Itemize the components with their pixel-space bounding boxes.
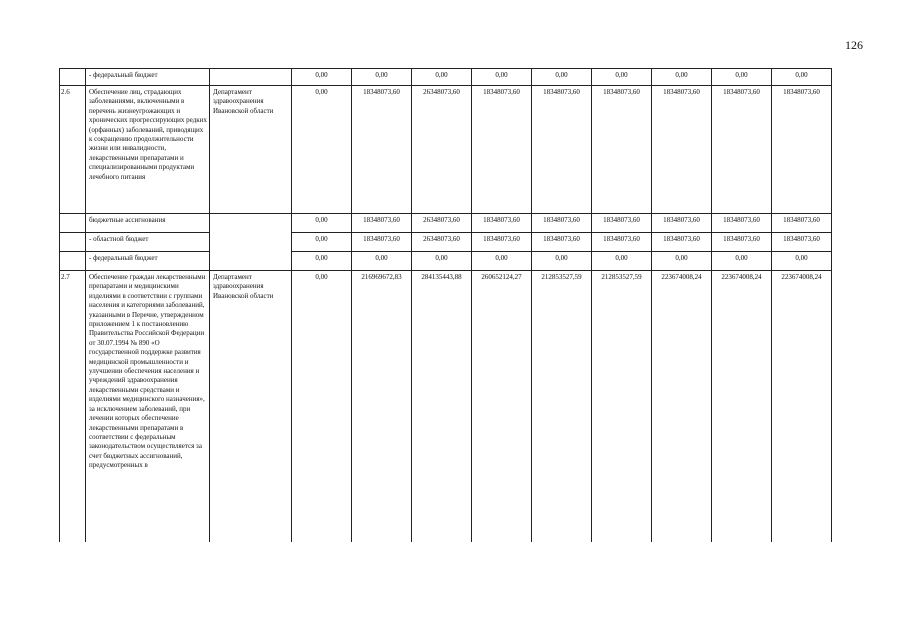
value-cell: 18348073,60	[712, 214, 772, 233]
value-cell: 26348073,60	[412, 86, 472, 214]
table-row	[60, 252, 832, 271]
value-cell: 18348073,60	[592, 233, 652, 252]
value-cell: 26348073,60	[412, 233, 472, 252]
row-name: Обеспечение лиц, страдающих заболеваниями, включенными в перечень жизнеугрожающих и хронических прогрессирующих редких (орфанных) заболеваний, приводящих к сокращению продолжительности жизни или инвалидности, лекарственными препаратами и специализированными продуктами лечебного питания	[86, 86, 210, 214]
row-name: - федеральный бюджет	[86, 69, 210, 86]
page-number: 126	[845, 38, 863, 52]
row-name: бюджетные ассигнования	[86, 214, 210, 233]
row-name: Обеспечение граждан лекарственными препаратами и медицинскими изделиями в соответствии с группами населения и категориями заболеваний, указанными в Перечне, утвержденном приложением 1 к постановлению Правительства Российской Федерации от 30.07.1994 № 890 «О государственной поддержке развития медицинской промышленности и улучшении обеспечения населения и учреждений здравоохранения лекарственными средствами и изделиями медицинского назначения», за исключением заболеваний, при лечении которых обеспечение лекарственными препаратами в соответствии с федеральным законодательством осуществляется за счет бюджетных ассигнований, предусмотренных в	[86, 271, 210, 542]
value-cell: 18348073,60	[772, 86, 832, 214]
value-cell: 0,00	[412, 252, 472, 271]
row-number	[60, 233, 86, 252]
value-cell: 0,00	[532, 69, 592, 86]
value-cell: 0,00	[292, 214, 352, 233]
value-cell: 0,00	[592, 252, 652, 271]
value-cell: 0,00	[772, 252, 832, 271]
value-cell: 223674008,24	[712, 271, 772, 542]
value-cell: 0,00	[292, 69, 352, 86]
row-number	[60, 214, 86, 233]
row-number: 2.7	[60, 271, 86, 542]
row-name: - федеральный бюджет	[86, 252, 210, 271]
value-cell: 18348073,60	[532, 214, 592, 233]
value-cell: 18348073,60	[472, 233, 532, 252]
value-cell: 18348073,60	[472, 86, 532, 214]
value-cell: 0,00	[652, 69, 712, 86]
value-cell: 0,00	[412, 69, 472, 86]
value-cell: 18348073,60	[472, 214, 532, 233]
value-cell: 18348073,60	[712, 233, 772, 252]
value-cell: 0,00	[472, 69, 532, 86]
value-cell: 212853527,59	[532, 271, 592, 542]
value-cell: 0,00	[532, 252, 592, 271]
value-cell: 18348073,60	[532, 233, 592, 252]
row-department: Департамент здравоохранения Ивановской области	[210, 271, 292, 542]
value-cell: 18348073,60	[352, 233, 412, 252]
table-row	[60, 214, 832, 233]
value-cell: 0,00	[292, 252, 352, 271]
value-cell: 18348073,60	[352, 86, 412, 214]
value-cell: 284135443,88	[412, 271, 472, 542]
table-row	[60, 69, 832, 86]
value-cell: 0,00	[712, 69, 772, 86]
table-row	[60, 233, 832, 252]
value-cell: 223674008,24	[652, 271, 712, 542]
value-cell: 18348073,60	[592, 214, 652, 233]
value-cell: 0,00	[712, 252, 772, 271]
value-cell: 0,00	[292, 86, 352, 214]
budget-table	[59, 68, 832, 542]
value-cell: 0,00	[292, 271, 352, 542]
value-cell: 223674008,24	[772, 271, 832, 542]
value-cell: 0,00	[472, 252, 532, 271]
value-cell: 0,00	[772, 69, 832, 86]
value-cell: 0,00	[292, 233, 352, 252]
value-cell: 0,00	[652, 252, 712, 271]
value-cell: 0,00	[352, 252, 412, 271]
value-cell: 212853527,59	[592, 271, 652, 542]
value-cell: 18348073,60	[532, 86, 592, 214]
value-cell: 18348073,60	[592, 86, 652, 214]
row-number: 2.6	[60, 86, 86, 214]
value-cell: 18348073,60	[772, 233, 832, 252]
row-department	[210, 214, 292, 271]
value-cell: 216969672,83	[352, 271, 412, 542]
value-cell: 18348073,60	[652, 214, 712, 233]
table-row	[60, 271, 832, 542]
value-cell: 260652124,27	[472, 271, 532, 542]
table-row	[60, 86, 832, 214]
value-cell: 0,00	[592, 69, 652, 86]
value-cell: 18348073,60	[712, 86, 772, 214]
row-department	[210, 69, 292, 86]
value-cell: 26348073,60	[412, 214, 472, 233]
row-number	[60, 69, 86, 86]
value-cell: 18348073,60	[772, 214, 832, 233]
value-cell: 18348073,60	[652, 233, 712, 252]
value-cell: 18348073,60	[652, 86, 712, 214]
row-name: - областной бюджет	[86, 233, 210, 252]
value-cell: 18348073,60	[352, 214, 412, 233]
row-number	[60, 252, 86, 271]
value-cell: 0,00	[352, 69, 412, 86]
row-department: Департамент здравоохранения Ивановской области	[210, 86, 292, 214]
